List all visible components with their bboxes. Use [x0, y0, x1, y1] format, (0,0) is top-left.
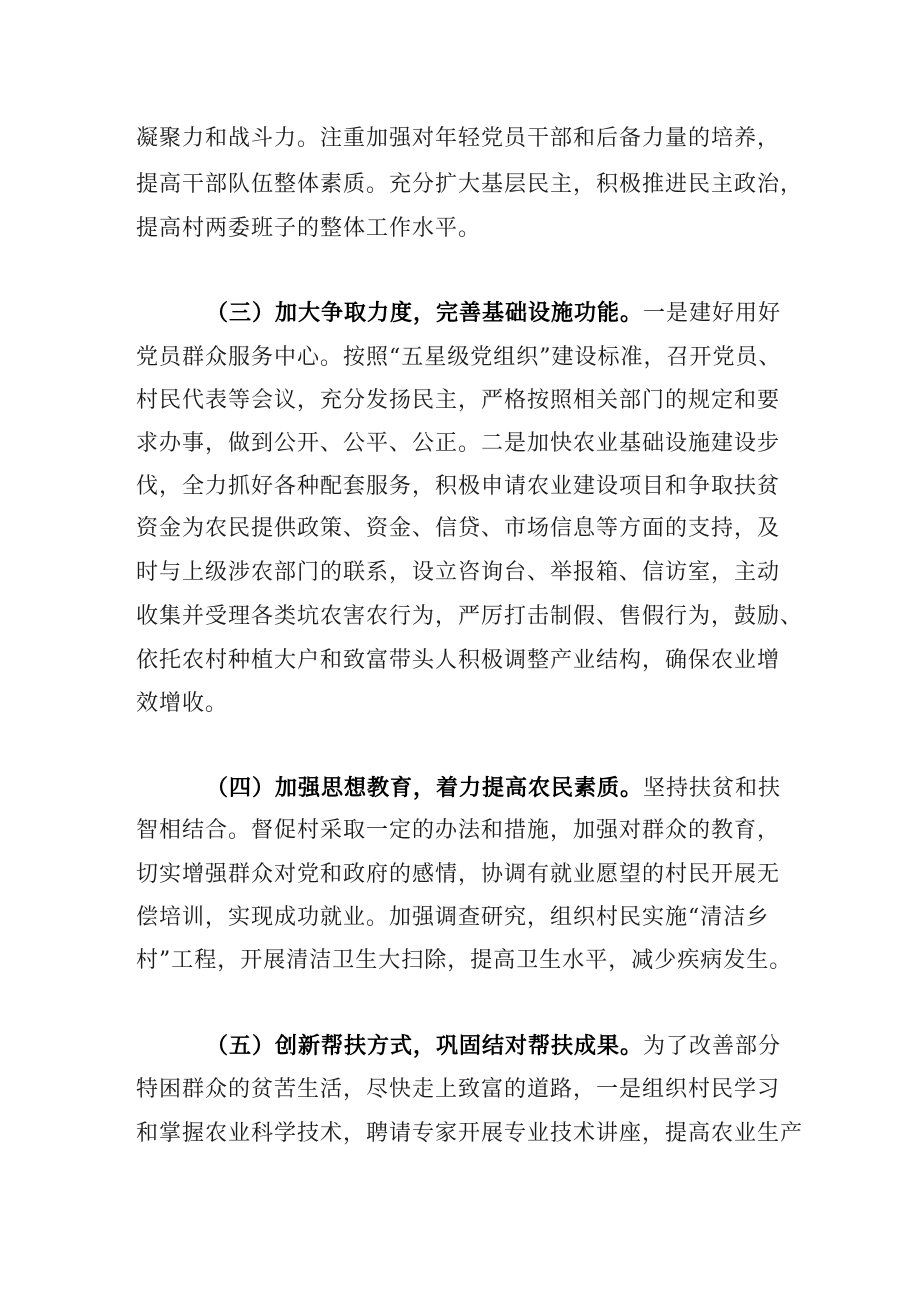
paragraph-line: 凝聚力和战斗力。注重加强对年轻党员干部和后备力量的培养，	[136, 126, 781, 151]
paragraph-line: 伐，全力抓好各种配套服务，积极申请农业建设项目和争取扶贫	[136, 474, 781, 499]
paragraph-line: 提高干部队伍整体素质。充分扩大基层民主，积极推进民主政治，	[136, 172, 804, 197]
paragraph-line: 时与上级涉农部门的联系，设立咨询台、举报箱、信访室，主动	[136, 560, 781, 585]
paragraph-line: 和掌握农业科学技术，聘请专家开展专业技术讲座，提高农业生产	[136, 1121, 804, 1146]
paragraph-line: 特困群众的贫苦生活，尽快走上致富的道路，一是组织村民学习	[136, 1077, 781, 1102]
paragraph-line: 效增收。	[136, 691, 229, 716]
paragraph-line: 切实增强群众对党和政府的感情，协调有就业愿望的村民开展无	[136, 862, 781, 887]
paragraph-line: 党员群众服务中心。按照“五星级党组织”建设标准，召开党员、	[136, 345, 782, 370]
paragraph-line: 收集并受理各类坑农害农行为，严厉打击制假、售假行为，鼓励、	[136, 604, 804, 629]
paragraph-line: 依托农村种植大户和致富带头人积极调整产业结构，确保农业增	[136, 648, 781, 673]
section-5-first-line-rest: 为了改善部分	[643, 1034, 782, 1059]
paragraph-line: 智相结合。督促村采取一定的办法和措施，加强对群众的教育，	[136, 818, 781, 843]
section-3-first-line-rest: 一是建好用好	[643, 301, 782, 326]
section-4-first-line-rest: 坚持扶贫和扶	[643, 776, 782, 801]
section-4-heading: （四）加强思想教育，着力提高农民素质。	[206, 775, 644, 801]
paragraph-line: 村”工程，开展清洁卫生大扫除，提高卫生水平，减少疾病发生。	[136, 948, 793, 973]
paragraph-line: 偿培训，实现成功就业。加强调查研究，组织村民实施“清洁乡	[136, 905, 770, 930]
paragraph-line: 村民代表等会议，充分发扬民主，严格按照相关部门的规定和要	[136, 388, 781, 413]
section-4-first-line	[206, 773, 781, 804]
section-5-first-line	[206, 1031, 781, 1062]
section-5-heading: （五）创新帮扶方式，巩固结对帮扶成果。	[206, 1033, 644, 1059]
paragraph-line: 求办事，做到公开、公平、公正。二是加快农业基础设施建设步	[136, 431, 781, 456]
paragraph-line: 提高村两委班子的整体工作水平。	[136, 216, 482, 241]
section-3-heading: （三）加大争取力度，完善基础设施功能。	[206, 300, 644, 326]
section-3-first-line	[206, 298, 781, 329]
paragraph-line: 资金为农民提供政策、资金、信贷、市场信息等方面的支持，及	[136, 516, 781, 541]
